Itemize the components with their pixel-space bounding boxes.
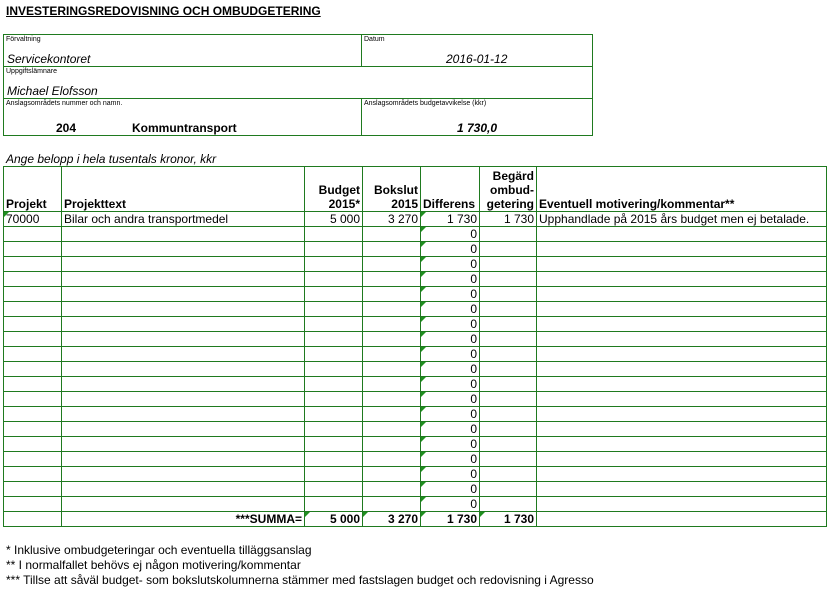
cell-budget[interactable]: [305, 242, 363, 257]
table-header-row: [4, 167, 827, 212]
summa-budget: 5 000: [305, 512, 363, 527]
table-row: [4, 332, 827, 347]
cell-bokslut[interactable]: [363, 407, 421, 422]
cell-projekt[interactable]: [4, 272, 62, 287]
col-header-motivering: Eventuell motivering/kommentar**: [537, 167, 827, 212]
cell-projekttext[interactable]: [62, 332, 305, 347]
cell-projekttext[interactable]: [62, 362, 305, 377]
cell-begard[interactable]: [480, 347, 537, 362]
cell-bokslut[interactable]: [363, 302, 421, 317]
cell-projekt[interactable]: [4, 497, 62, 512]
cell-begard[interactable]: [480, 362, 537, 377]
table-row: [4, 257, 827, 272]
cell-begard[interactable]: [480, 467, 537, 482]
table-row: [4, 347, 827, 362]
cell-differens[interactable]: 0: [421, 452, 480, 467]
cell-begard[interactable]: [480, 392, 537, 407]
cell-projekt[interactable]: [4, 257, 62, 272]
cell-projekttext[interactable]: [62, 227, 305, 242]
cell-bokslut[interactable]: [363, 362, 421, 377]
forvaltning-field[interactable]: Servicekontoret: [7, 52, 91, 66]
anslag-label: Anslagsområdets nummer och namn.: [6, 100, 123, 107]
cell-projekt[interactable]: 70000: [4, 212, 62, 227]
cell-differens[interactable]: 0: [421, 302, 480, 317]
datum-label: Datum: [364, 36, 385, 43]
cell-budget[interactable]: [305, 437, 363, 452]
cell-differens[interactable]: 0: [421, 362, 480, 377]
table-row: [4, 302, 827, 317]
cell-bokslut[interactable]: [363, 377, 421, 392]
cell-differens[interactable]: 0: [421, 467, 480, 482]
cell-projekttext[interactable]: [62, 347, 305, 362]
budgetavvikelse-field[interactable]: 1 730,0: [457, 121, 498, 135]
cell-budget[interactable]: [305, 362, 363, 377]
cell-budget[interactable]: [305, 497, 363, 512]
cell-bokslut[interactable]: [363, 347, 421, 362]
cell-differens[interactable]: 0: [421, 272, 480, 287]
summa-bokslut: 3 270: [363, 512, 421, 527]
footnote-1: * Inklusive ombudgeteringar och eventuella tilläggsanslag: [6, 543, 312, 557]
cell-projekt[interactable]: [4, 452, 62, 467]
cell-motivering[interactable]: [537, 362, 827, 377]
cell-differens[interactable]: 0: [421, 422, 480, 437]
summa-differens: 1 730: [421, 512, 480, 527]
cell-differens[interactable]: 0: [421, 317, 480, 332]
cell-motivering[interactable]: [537, 332, 827, 347]
cell-differens[interactable]: 0: [421, 437, 480, 452]
cell-budget[interactable]: [305, 272, 363, 287]
cell-budget[interactable]: [305, 302, 363, 317]
cell-budget[interactable]: [305, 467, 363, 482]
form-row-anslag: [4, 99, 592, 136]
cell-projekttext[interactable]: [62, 257, 305, 272]
cell-bokslut[interactable]: [363, 467, 421, 482]
cell-begard[interactable]: [480, 437, 537, 452]
cell-projekt[interactable]: [4, 242, 62, 257]
cell-projekttext[interactable]: [62, 377, 305, 392]
cell-motivering[interactable]: [537, 317, 827, 332]
cell-projekt[interactable]: [4, 347, 62, 362]
cell-bokslut[interactable]: [363, 317, 421, 332]
investment-table: [3, 166, 827, 527]
cell-projekttext[interactable]: Bilar och andra transportmedel: [62, 212, 305, 227]
cell-differens[interactable]: 0: [421, 257, 480, 272]
cell-motivering[interactable]: [537, 227, 827, 242]
cell-begard[interactable]: [480, 272, 537, 287]
cell-projekttext[interactable]: [62, 302, 305, 317]
cell-differens[interactable]: 0: [421, 407, 480, 422]
cell-projekttext[interactable]: [62, 392, 305, 407]
cell-motivering[interactable]: [537, 257, 827, 272]
cell-motivering[interactable]: Upphandlade på 2015 års budget men ej betalade.: [537, 212, 827, 227]
cell-projekttext[interactable]: [62, 317, 305, 332]
cell-differens[interactable]: 0: [421, 332, 480, 347]
page-title: INVESTERINGSREDOVISNING OCH OMBUDGETERING: [6, 4, 321, 18]
summa-begard: 1 730: [480, 512, 537, 527]
cell-motivering[interactable]: [537, 407, 827, 422]
cell-begard[interactable]: [480, 317, 537, 332]
cell-projekt[interactable]: [4, 467, 62, 482]
cell-differens[interactable]: 0: [421, 482, 480, 497]
cell-bokslut[interactable]: [363, 482, 421, 497]
table-row: [4, 242, 827, 257]
cell-begard[interactable]: [480, 482, 537, 497]
cell-bokslut[interactable]: [363, 392, 421, 407]
cell-begard[interactable]: [480, 287, 537, 302]
cell-projekt[interactable]: [4, 287, 62, 302]
form-row-forvaltning: [4, 35, 592, 67]
cell-budget[interactable]: [305, 332, 363, 347]
cell-projekt[interactable]: [4, 227, 62, 242]
cell-motivering[interactable]: [537, 392, 827, 407]
col-header-differens: Differens: [421, 167, 480, 212]
form-row-uppgiftslamnare: [4, 67, 592, 99]
cell-budget[interactable]: [305, 407, 363, 422]
cell-motivering[interactable]: [537, 242, 827, 257]
cell-projekttext[interactable]: [62, 452, 305, 467]
cell-bokslut[interactable]: [363, 332, 421, 347]
cell-begard[interactable]: [480, 332, 537, 347]
cell-projekt[interactable]: [4, 392, 62, 407]
table-row: [4, 392, 827, 407]
uppgiftslamnare-label: Uppgiftslämnare: [6, 68, 57, 75]
datum-field[interactable]: 2016-01-12: [446, 52, 508, 66]
cell-projekttext[interactable]: [62, 287, 305, 302]
table-row: [4, 287, 827, 302]
table-row: [4, 482, 827, 497]
col-header-budget: Budget 2015*: [305, 167, 363, 212]
col-header-projekt: Projekt: [4, 167, 62, 212]
anslag-number-field[interactable]: 204: [56, 121, 77, 135]
cell-projekttext[interactable]: [62, 242, 305, 257]
table-row: [4, 362, 827, 377]
col-header-begard: Begärd ombud-getering: [480, 167, 537, 212]
cell-motivering[interactable]: [537, 272, 827, 287]
cell-bokslut[interactable]: [363, 272, 421, 287]
cell-motivering[interactable]: [537, 452, 827, 467]
anslag-name-field[interactable]: Kommuntransport: [132, 121, 237, 135]
cell-budget[interactable]: [305, 482, 363, 497]
footnote-2: ** I normalfallet behövs ej någon motivering/kommentar: [6, 558, 301, 572]
uppgiftslamnare-field[interactable]: Michael Elofsson: [7, 84, 98, 98]
cell-bokslut[interactable]: [363, 287, 421, 302]
summa-empty-cell: [4, 512, 62, 527]
cell-motivering[interactable]: [537, 437, 827, 452]
cell-begard[interactable]: [480, 377, 537, 392]
cell-begard[interactable]: 1 730: [480, 212, 537, 227]
table-row: [4, 437, 827, 452]
cell-projekttext[interactable]: [62, 407, 305, 422]
cell-projekttext[interactable]: [62, 437, 305, 452]
cell-budget[interactable]: [305, 227, 363, 242]
cell-budget[interactable]: [305, 347, 363, 362]
cell-motivering[interactable]: [537, 422, 827, 437]
cell-motivering[interactable]: [537, 287, 827, 302]
table-row: [4, 407, 827, 422]
cell-projekttext[interactable]: [62, 272, 305, 287]
cell-budget[interactable]: [305, 377, 363, 392]
cell-projekttext[interactable]: [62, 422, 305, 437]
cell-bokslut[interactable]: [363, 422, 421, 437]
cell-begard[interactable]: [480, 452, 537, 467]
cell-differens[interactable]: 0: [421, 392, 480, 407]
cell-budget[interactable]: [305, 257, 363, 272]
cell-bokslut[interactable]: [363, 497, 421, 512]
cell-projekt[interactable]: [4, 422, 62, 437]
table-row: [4, 452, 827, 467]
cell-budget[interactable]: [305, 317, 363, 332]
footnote-3: *** Tillse att såväl budget- som bokslutskolumnerna stämmer med fastslagen budget och redovisning i Agresso: [6, 573, 594, 587]
amount-unit-note: Ange belopp i hela tusentals kronor, kkr: [6, 152, 217, 166]
table-row: [4, 317, 827, 332]
cell-motivering[interactable]: [537, 377, 827, 392]
cell-motivering[interactable]: [537, 497, 827, 512]
col-header-bokslut: Bokslut 2015: [363, 167, 421, 212]
cell-motivering[interactable]: [537, 347, 827, 362]
cell-projekt[interactable]: [4, 482, 62, 497]
cell-motivering[interactable]: [537, 467, 827, 482]
form-divider: [361, 35, 362, 67]
cell-begard[interactable]: [480, 422, 537, 437]
cell-begard[interactable]: [480, 242, 537, 257]
cell-projekt[interactable]: [4, 437, 62, 452]
cell-motivering[interactable]: [537, 302, 827, 317]
cell-bokslut[interactable]: [363, 257, 421, 272]
table-row: [4, 212, 827, 227]
cell-budget[interactable]: [305, 452, 363, 467]
cell-projekt[interactable]: [4, 302, 62, 317]
cell-begard[interactable]: [480, 227, 537, 242]
cell-differens[interactable]: 0: [421, 242, 480, 257]
cell-projekt[interactable]: [4, 362, 62, 377]
form-divider: [361, 99, 362, 136]
header-form: [3, 34, 593, 136]
budgetavvikelse-label: Anslagsområdets budgetavvikelse (kkr): [364, 100, 487, 107]
cell-budget[interactable]: 5 000: [305, 212, 363, 227]
cell-projekt[interactable]: [4, 317, 62, 332]
cell-projekt[interactable]: [4, 407, 62, 422]
cell-projekttext[interactable]: [62, 497, 305, 512]
table-row: [4, 272, 827, 287]
summa-empty-cell: [537, 512, 827, 527]
cell-budget[interactable]: [305, 287, 363, 302]
cell-begard[interactable]: [480, 407, 537, 422]
table-row: [4, 227, 827, 242]
cell-bokslut[interactable]: 3 270: [363, 212, 421, 227]
cell-budget[interactable]: [305, 392, 363, 407]
cell-begard[interactable]: [480, 497, 537, 512]
col-header-projekttext: Projekttext: [62, 167, 305, 212]
cell-bokslut[interactable]: [363, 437, 421, 452]
cell-projekttext[interactable]: [62, 482, 305, 497]
cell-differens[interactable]: 0: [421, 347, 480, 362]
summa-label: ***SUMMA=: [62, 512, 305, 527]
table-row: [4, 467, 827, 482]
forvaltning-label: Förvaltning: [6, 36, 41, 43]
cell-differens[interactable]: 1 730: [421, 212, 480, 227]
cell-bokslut[interactable]: [363, 227, 421, 242]
cell-projekttext[interactable]: [62, 467, 305, 482]
summa-row: [4, 512, 827, 527]
table-row: [4, 377, 827, 392]
cell-bokslut[interactable]: [363, 242, 421, 257]
cell-projekt[interactable]: [4, 377, 62, 392]
cell-projekt[interactable]: [4, 332, 62, 347]
cell-differens[interactable]: 0: [421, 497, 480, 512]
cell-bokslut[interactable]: [363, 452, 421, 467]
cell-differens[interactable]: 0: [421, 227, 480, 242]
table-row: [4, 497, 827, 512]
cell-differens[interactable]: 0: [421, 377, 480, 392]
table-row: [4, 422, 827, 437]
cell-motivering[interactable]: [537, 482, 827, 497]
cell-budget[interactable]: [305, 422, 363, 437]
cell-differens[interactable]: 0: [421, 287, 480, 302]
cell-begard[interactable]: [480, 257, 537, 272]
cell-begard[interactable]: [480, 302, 537, 317]
